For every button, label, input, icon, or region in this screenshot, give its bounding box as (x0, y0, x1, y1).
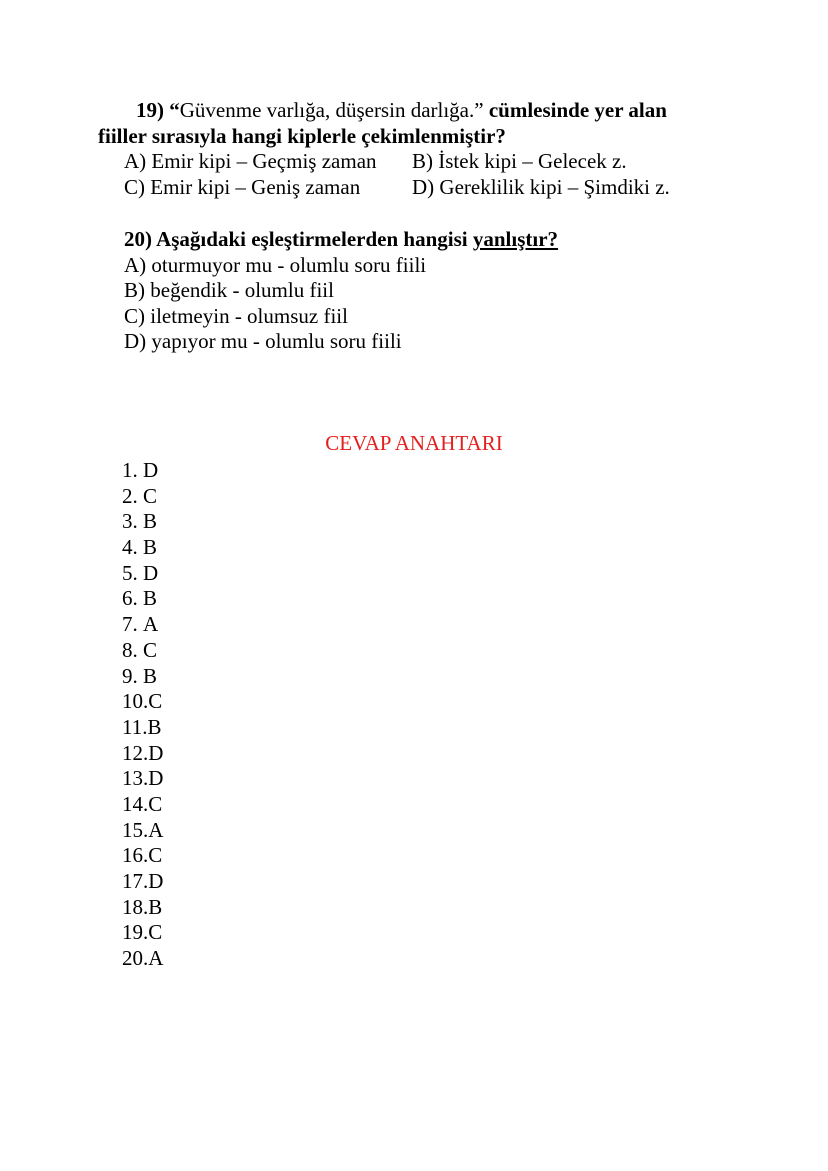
answer-number: 3. (122, 509, 143, 534)
answer-letter: D (143, 560, 159, 585)
answer-letter: B (147, 714, 162, 739)
answer-key-item (122, 586, 163, 612)
answer-key-item (122, 664, 163, 690)
answer-key-item (122, 715, 163, 741)
answer-letter: B (143, 663, 158, 688)
answer-number: 20. (122, 946, 149, 971)
question-19-stem-b: fiiller sırasıyla hangi kiplerle çekimlenmiştir? (98, 123, 506, 148)
answer-letter: B (143, 509, 158, 534)
answer-number: 10. (122, 689, 149, 714)
question-20-option-a: A) oturmuyor mu - olumlu soru fiili (124, 252, 427, 277)
answer-key-item (122, 638, 163, 664)
answer-number: 12. (122, 740, 149, 765)
answer-number: 18. (122, 894, 149, 919)
answer-key-item (122, 818, 163, 844)
answer-letter: D (148, 766, 164, 791)
answer-number: 16. (122, 843, 149, 868)
answer-letter: D (148, 869, 164, 893)
answer-letter: A (143, 612, 159, 637)
answer-letter: A (148, 946, 164, 971)
question-19-stem-line-1 (98, 98, 738, 124)
answer-key-list (122, 458, 163, 972)
answer-letter: D (148, 740, 164, 765)
answer-number: 17. (122, 869, 149, 893)
answer-letter: B (148, 894, 163, 919)
answer-key-item (122, 792, 163, 818)
answer-letter: C (148, 920, 163, 945)
answer-number: 2. (122, 483, 143, 508)
question-19-options (98, 149, 738, 201)
answer-key-item (122, 458, 163, 484)
answer-key-item (122, 561, 163, 587)
answer-key-item (122, 946, 163, 972)
question-20 (124, 227, 724, 355)
answer-key-item (122, 535, 163, 561)
answer-key-item (122, 612, 163, 638)
question-20-stem-underlined: yanlıştır? (472, 227, 559, 251)
answer-key-item (122, 509, 163, 535)
answer-key-item (122, 895, 163, 921)
question-20-stem: Aşağıdaki eşleştirmelerden hangisi (156, 227, 468, 251)
question-19-option-a: A) Emir kipi – Geçmiş zaman (124, 149, 377, 174)
answer-number: 7. (122, 612, 143, 637)
question-19-stem-a: cümlesinde yer alan (488, 98, 667, 122)
question-19-option-c: C) Emir kipi – Geniş zaman (124, 175, 361, 200)
question-20-number: 20) (124, 227, 152, 251)
answer-key-item (122, 741, 163, 767)
question-19-number: 19) (136, 98, 164, 122)
question-19-option-d: D) Gereklilik kipi – Şimdiki z. (412, 175, 670, 200)
answer-letter: C (143, 483, 158, 508)
answer-letter: C (148, 791, 163, 816)
answer-number: 19. (122, 920, 149, 945)
answer-letter: C (148, 689, 163, 714)
answer-letter: C (143, 637, 158, 662)
question-19-quote: Güvenme varlığa, düşersin darlığa.” (179, 98, 484, 122)
answer-letter: A (148, 817, 164, 842)
answer-number: 15. (122, 817, 149, 842)
answer-key-item (122, 843, 163, 869)
answer-key-item (122, 689, 163, 715)
answer-key-item (122, 920, 163, 946)
answer-number: 6. (122, 586, 143, 611)
answer-number: 14. (122, 791, 149, 816)
question-20-stem-line (124, 227, 724, 253)
answer-letter: B (143, 535, 158, 560)
question-19-quote-mark: “ (169, 98, 180, 122)
answer-key-title: CEVAP ANAHTARI (325, 431, 503, 455)
answer-letter: D (143, 458, 159, 482)
answer-key-item (122, 766, 163, 792)
question-20-option-c: C) iletmeyin - olumsuz fiil (124, 303, 348, 328)
answer-number: 9. (122, 663, 143, 688)
answer-number: 4. (122, 535, 143, 560)
question-19 (98, 98, 738, 201)
question-20-option-b: B) beğendik - olumlu fiil (124, 278, 334, 303)
answer-number: 1. (122, 458, 143, 482)
answer-key-item (122, 484, 163, 510)
answer-key-item (122, 869, 163, 895)
answer-number: 5. (122, 560, 143, 585)
question-19-option-b: B) İstek kipi – Gelecek z. (412, 149, 627, 174)
answer-letter: B (143, 586, 158, 611)
question-20-option-d: D) yapıyor mu - olumlu soru fiili (124, 329, 402, 354)
answer-letter: C (148, 843, 163, 868)
answer-number: 13. (122, 766, 149, 791)
answer-number: 8. (122, 637, 143, 662)
answer-number: 11. (122, 714, 148, 739)
